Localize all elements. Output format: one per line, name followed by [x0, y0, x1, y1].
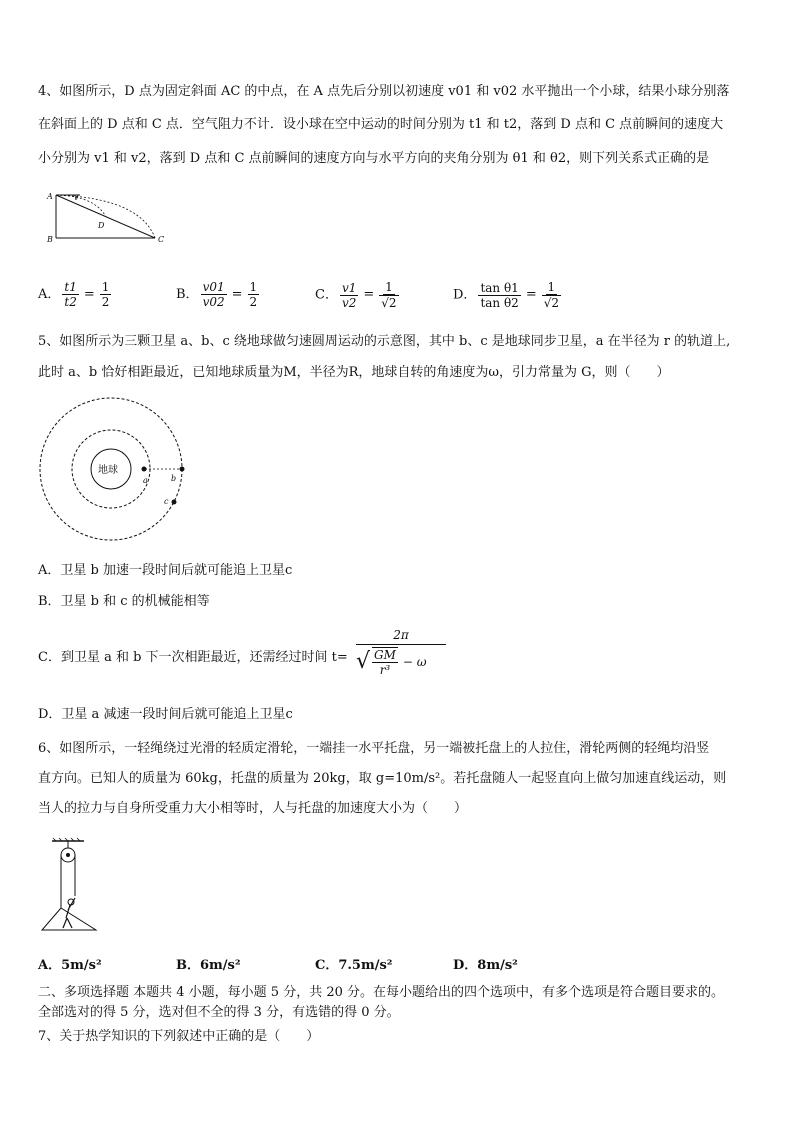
frac-den: 2 — [249, 295, 258, 309]
label-b: b — [171, 474, 177, 483]
label-a: a — [143, 476, 148, 485]
q5-option-c — [38, 650, 348, 666]
frac-den: v02 — [202, 295, 225, 309]
option-letter: D． — [453, 287, 477, 303]
q4-option-b: B． $\frac{v01}{v02}$ = $\frac{1}{2}$ — [176, 280, 258, 309]
q4-option-c: C． $\frac{v1}{v2}$ = $\frac{1}{√2}$ — [315, 280, 397, 310]
earth-label: 地球 — [98, 465, 118, 476]
q4-line-1: 4、如图所示，D 点为固定斜面 AC 的中点，在 A 点先后分别以初速度 v01 和 v02 水平抛出一个小球，结果小球分别落 — [38, 84, 730, 99]
frac-num: 1 — [101, 280, 110, 294]
frac-den: √2 — [381, 296, 397, 310]
formula-denominator — [356, 647, 446, 677]
frac-num: t1 — [64, 280, 77, 294]
q6-option-c: C．7.5m/s² — [315, 958, 393, 973]
label-C: C — [158, 235, 165, 244]
sqrt-radicand — [372, 647, 398, 677]
frac-num: v1 — [341, 280, 357, 295]
q6-line-2: 直方向。已知人的质量为 60kg，托盘的质量为 20kg，取 g=10m/s²。若托盘随人一起竖直向上做匀加速直线运动，则 — [38, 771, 727, 786]
q4-option-a: A． $\frac{t1}{t2}$ = $\frac{1}{2}$ — [38, 280, 110, 309]
label-B: B — [47, 235, 53, 244]
label-c: c — [164, 497, 169, 506]
q4-line-2: 在斜面上的 D 点和 C 点．空气阻力不计．设小球在空中运动的时间分别为 t1 和 t2，落到 D 点和 C 点前瞬间的速度大 — [38, 117, 724, 132]
q6-option-d: D．8m/s² — [453, 958, 518, 973]
frac-den: v2 — [341, 295, 357, 310]
q5-option-c-formula — [356, 628, 446, 677]
formula-tail: − ω — [402, 655, 427, 669]
formula-numerator: 2π — [356, 628, 446, 645]
q6-line-3: 当人的拉力与自身所受重力大小相等时，人与托盘的加速度大小为（ ） — [38, 801, 468, 816]
frac-den: tan θ2 — [480, 295, 519, 310]
option-letter: C． — [315, 287, 338, 303]
q4-option-d: D． $\frac{\text{tan θ1}}{\text{tan θ2}}$ = $\frac{1}{√2}$ — [453, 280, 560, 310]
q6-option-a: A．5m/s² — [38, 958, 102, 973]
q5-line-1: 5、如图所示为三颗卫星 a、b、c 绕地球做匀速圆周运动的示意图，其中 b、c 是地球同步卫星，a 在半径为 r 的轨道上, — [38, 334, 731, 349]
sqrt-sign: √ — [356, 649, 371, 674]
q6-option-b: B．6m/s² — [176, 958, 241, 973]
q7-line: 7、关于热学知识的下列叙述中正确的是（ ） — [38, 1029, 320, 1044]
frac-num: v01 — [202, 280, 225, 294]
frac-den: r³ — [379, 663, 391, 677]
frac-den: 2 — [101, 295, 110, 309]
q6-line-1: 6、如图所示，一轻绳绕过光滑的轻质定滑轮，一端挂一水平托盘，另一端被托盘上的人拉住，滑轮两侧的轻绳均沿竖 — [38, 741, 710, 756]
q5-figure-orbits — [40, 394, 190, 544]
frac-num: tan θ1 — [480, 280, 519, 295]
q5-option-b: B．卫星 b 和 c 的机械能相等 — [38, 594, 210, 609]
frac-num: 1 — [385, 280, 393, 294]
q4-line-3: 小分别为 v1 和 v2，落到 D 点和 C 点前瞬间的速度方向与水平方向的夹角分别为 θ1 和 θ2，则下列关系式正确的是 — [38, 151, 710, 166]
section2-line-1: 二、多项选择题 本题共 4 小题，每小题 5 分，共 20 分。在每小题给出的四个选项中，有多个选项是符合题目要求的。 — [38, 985, 725, 1000]
section2-line-2: 全部选对的得 5 分，选对但不全的得 3 分，有选错的得 0 分。 — [38, 1005, 400, 1020]
q4-figure-incline — [40, 190, 170, 246]
option-letter: A． — [38, 287, 61, 302]
q5-line-2: 此时 a、b 恰好相距最近，已知地球质量为M，半径为R，地球自转的角速度为ω，引力常量为 G，则（ ） — [38, 365, 670, 380]
frac-num: GM — [374, 648, 396, 662]
label-v: v — [74, 193, 79, 202]
frac-num: 1 — [249, 280, 258, 294]
q5-option-d: D．卫星 a 减速一段时间后就可能追上卫星c — [38, 707, 293, 722]
frac-den: √2 — [543, 296, 560, 310]
label-D: D — [98, 221, 105, 230]
label-A: A — [47, 192, 53, 201]
frac-den: t2 — [64, 295, 77, 309]
option-c-text: C．到卫星 a 和 b 下一次相距最近，还需经过时间 t= — [38, 650, 348, 665]
q6-figure-pulley — [40, 838, 110, 938]
option-letter: B． — [176, 287, 199, 302]
q5-option-a: A．卫星 b 加速一段时间后就可能追上卫星c — [38, 563, 293, 578]
frac-num: 1 — [547, 280, 556, 294]
